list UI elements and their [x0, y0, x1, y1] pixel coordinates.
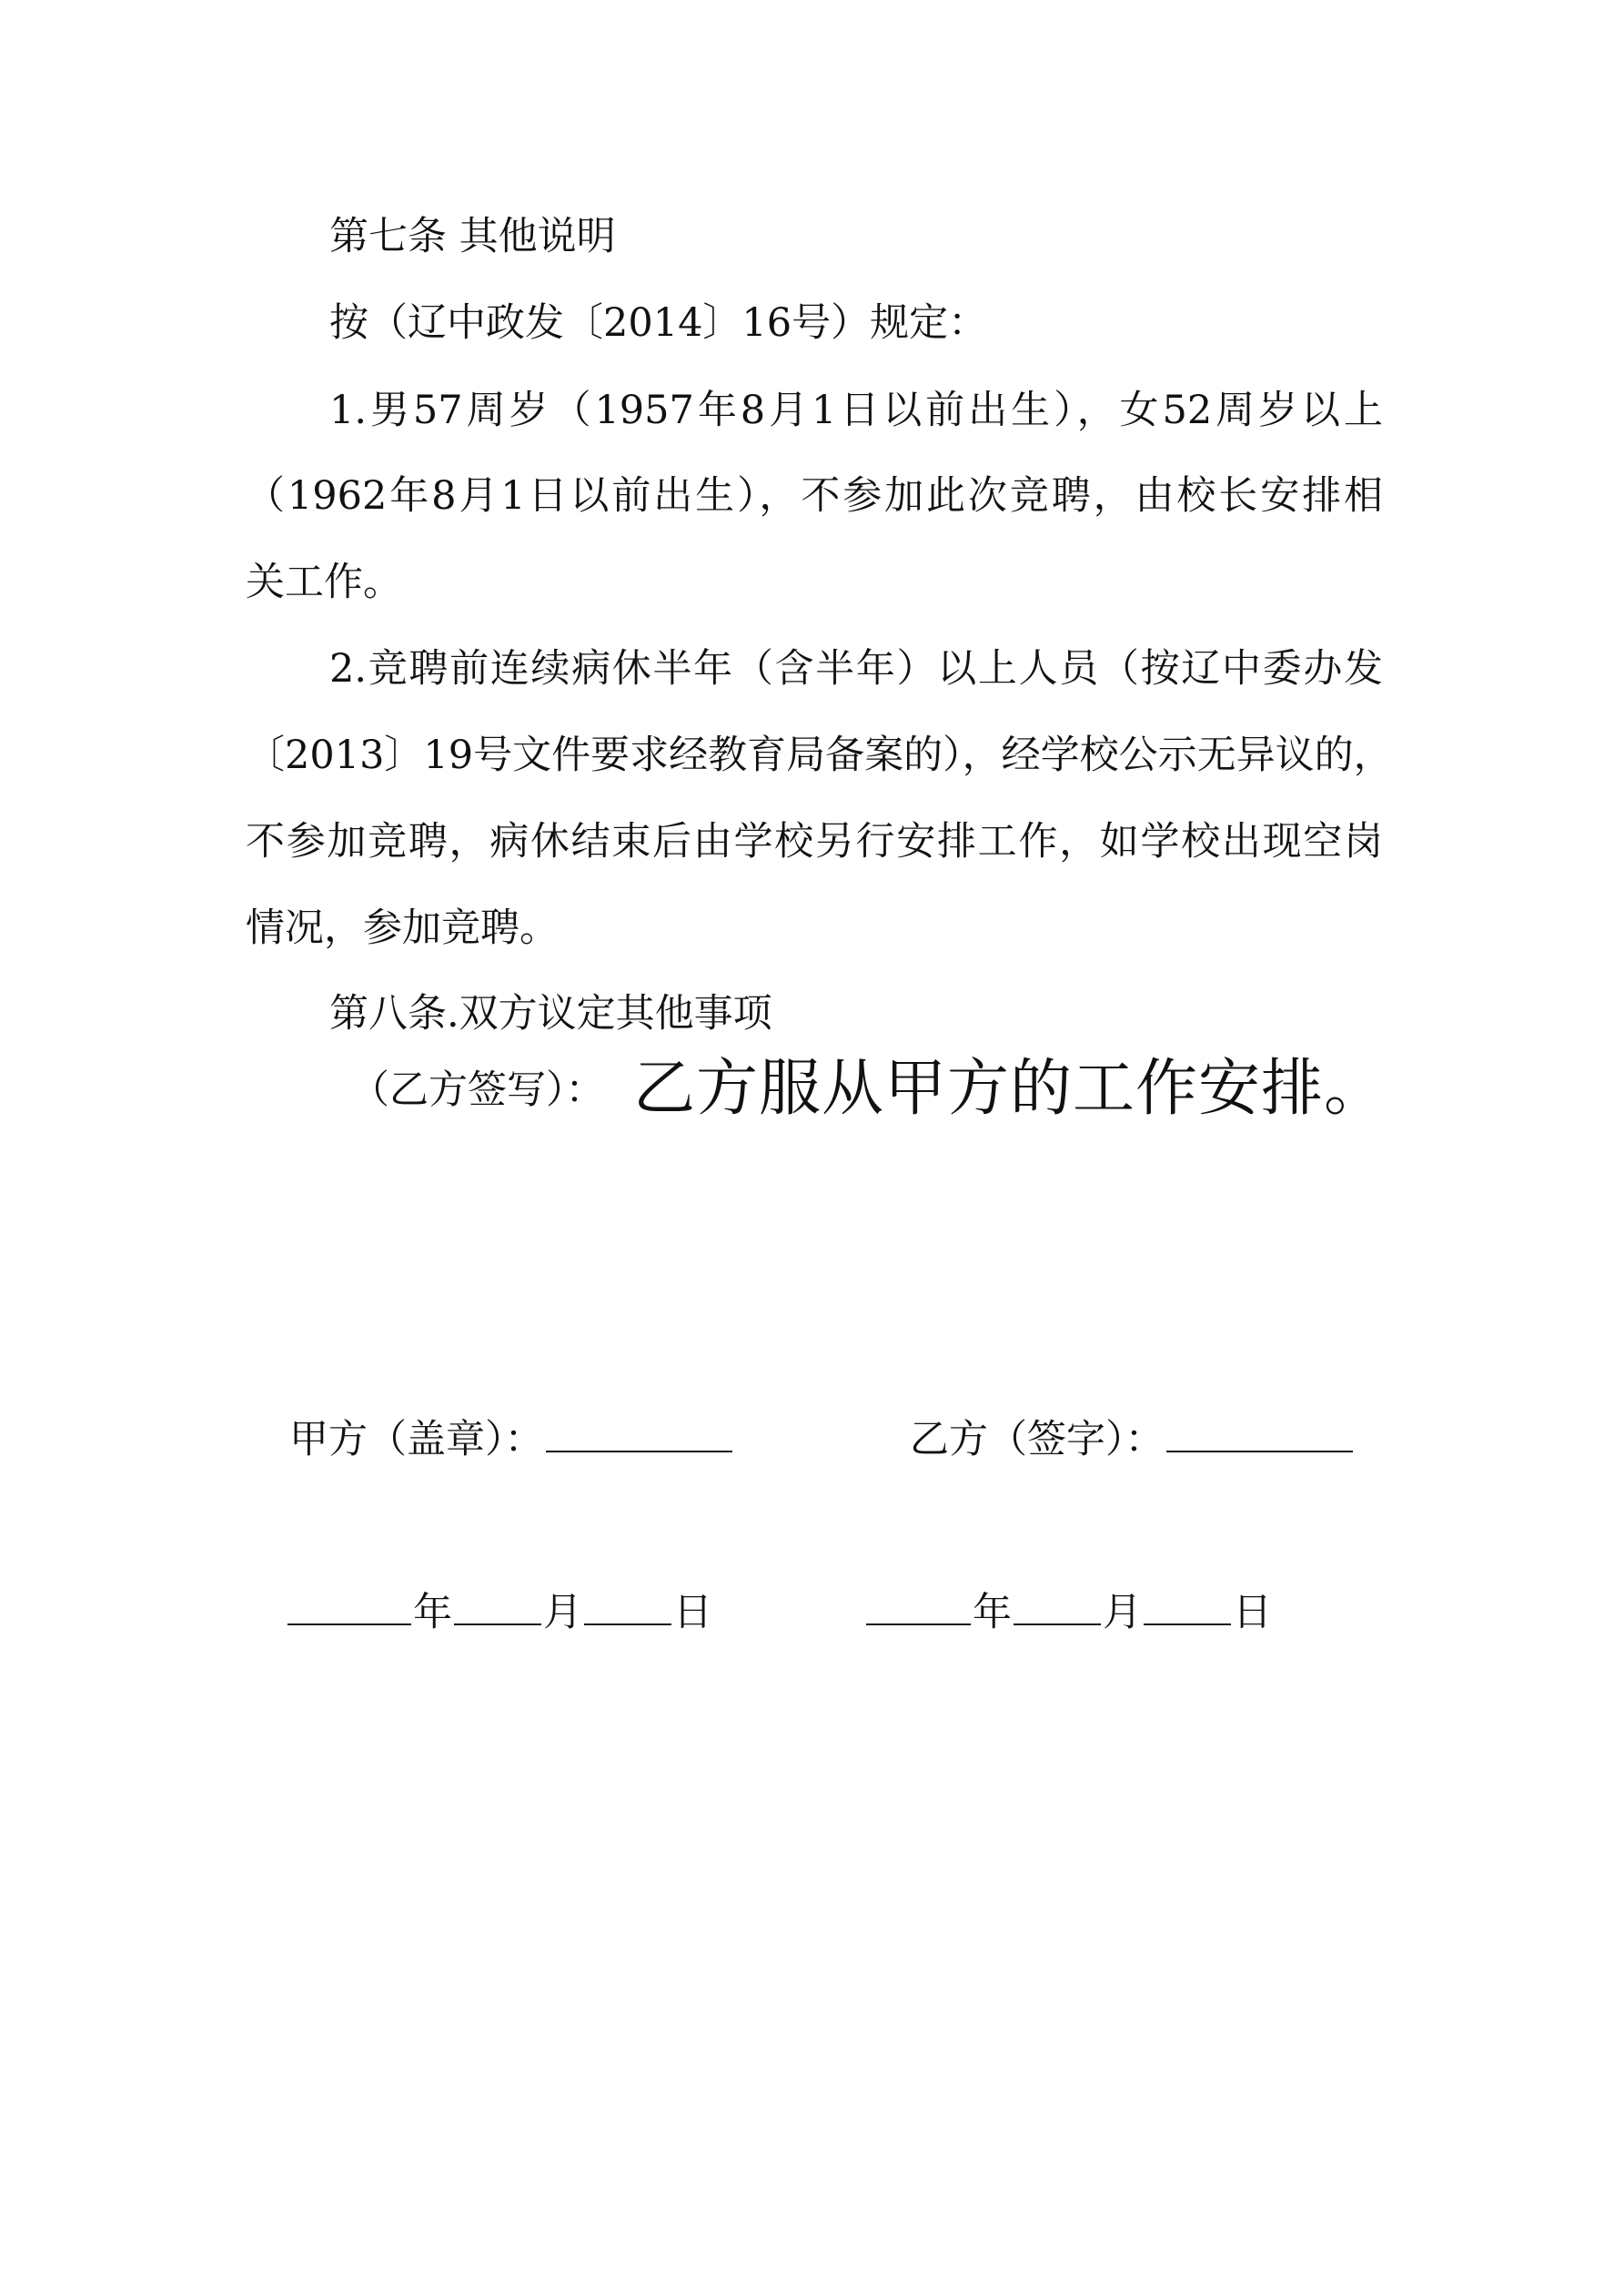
party-a-year-label: 年: [413, 1590, 452, 1635]
party-a-day-label: 日: [673, 1590, 712, 1635]
party-a-year-blank[interactable]: [287, 1583, 411, 1625]
party-a-signature-blank[interactable]: [546, 1411, 732, 1452]
item-2-line-2: 〔2013〕19号文件要求经教育局备案的），经学校公示无异议的，: [246, 733, 1393, 778]
party-b-label: 乙方（签字）：: [910, 1417, 1165, 1462]
party-b-month-blank[interactable]: [1014, 1583, 1101, 1625]
article-8-title: 第八条.双方议定其他事项: [329, 991, 772, 1037]
item-2-line-4: 情况，参加竞聘。: [246, 905, 559, 951]
party-b-month-label: 月: [1103, 1590, 1142, 1635]
item-2-line-3: 不参加竞聘，病休结束后由学校另行安排工作，如学校出现空岗: [246, 819, 1383, 865]
party-b-handwritten-statement: 乙方服从甲方的工作安排。: [633, 1053, 1387, 1125]
article-7-basis: 按（辽中政发〔2014〕16号）规定：: [329, 300, 988, 346]
party-b-signature-row: [910, 1411, 1355, 1467]
party-a-date-row: [286, 1583, 712, 1640]
item-1-line-1: 1.男57周岁（1957年8月1日以前出生），女52周岁以上: [329, 388, 1383, 433]
party-b-sign-label: （乙方签写）：: [350, 1067, 605, 1113]
article-7-title: 第七条 其他说明: [329, 214, 616, 259]
item-1-line-2: （1962年8月1日以前出生），不参加此次竞聘，由校长安排相: [246, 473, 1383, 519]
party-b-day-label: 日: [1233, 1590, 1272, 1635]
party-b-year-blank[interactable]: [866, 1583, 971, 1625]
party-b-day-blank[interactable]: [1144, 1583, 1231, 1625]
party-a-signature-row: [289, 1411, 734, 1467]
party-a-month-label: 月: [543, 1590, 582, 1635]
party-b-signature-blank[interactable]: [1166, 1411, 1353, 1452]
item-1-line-3: 关工作。: [246, 560, 402, 605]
party-a-month-blank[interactable]: [454, 1583, 541, 1625]
party-a-day-blank[interactable]: [584, 1583, 671, 1625]
item-2-line-1: 2.竞聘前连续病休半年（含半年）以上人员（按辽中委办发: [329, 646, 1383, 692]
party-b-year-label: 年: [973, 1590, 1012, 1635]
party-b-date-row: [864, 1583, 1272, 1640]
party-a-label: 甲方（盖章）：: [289, 1417, 544, 1462]
